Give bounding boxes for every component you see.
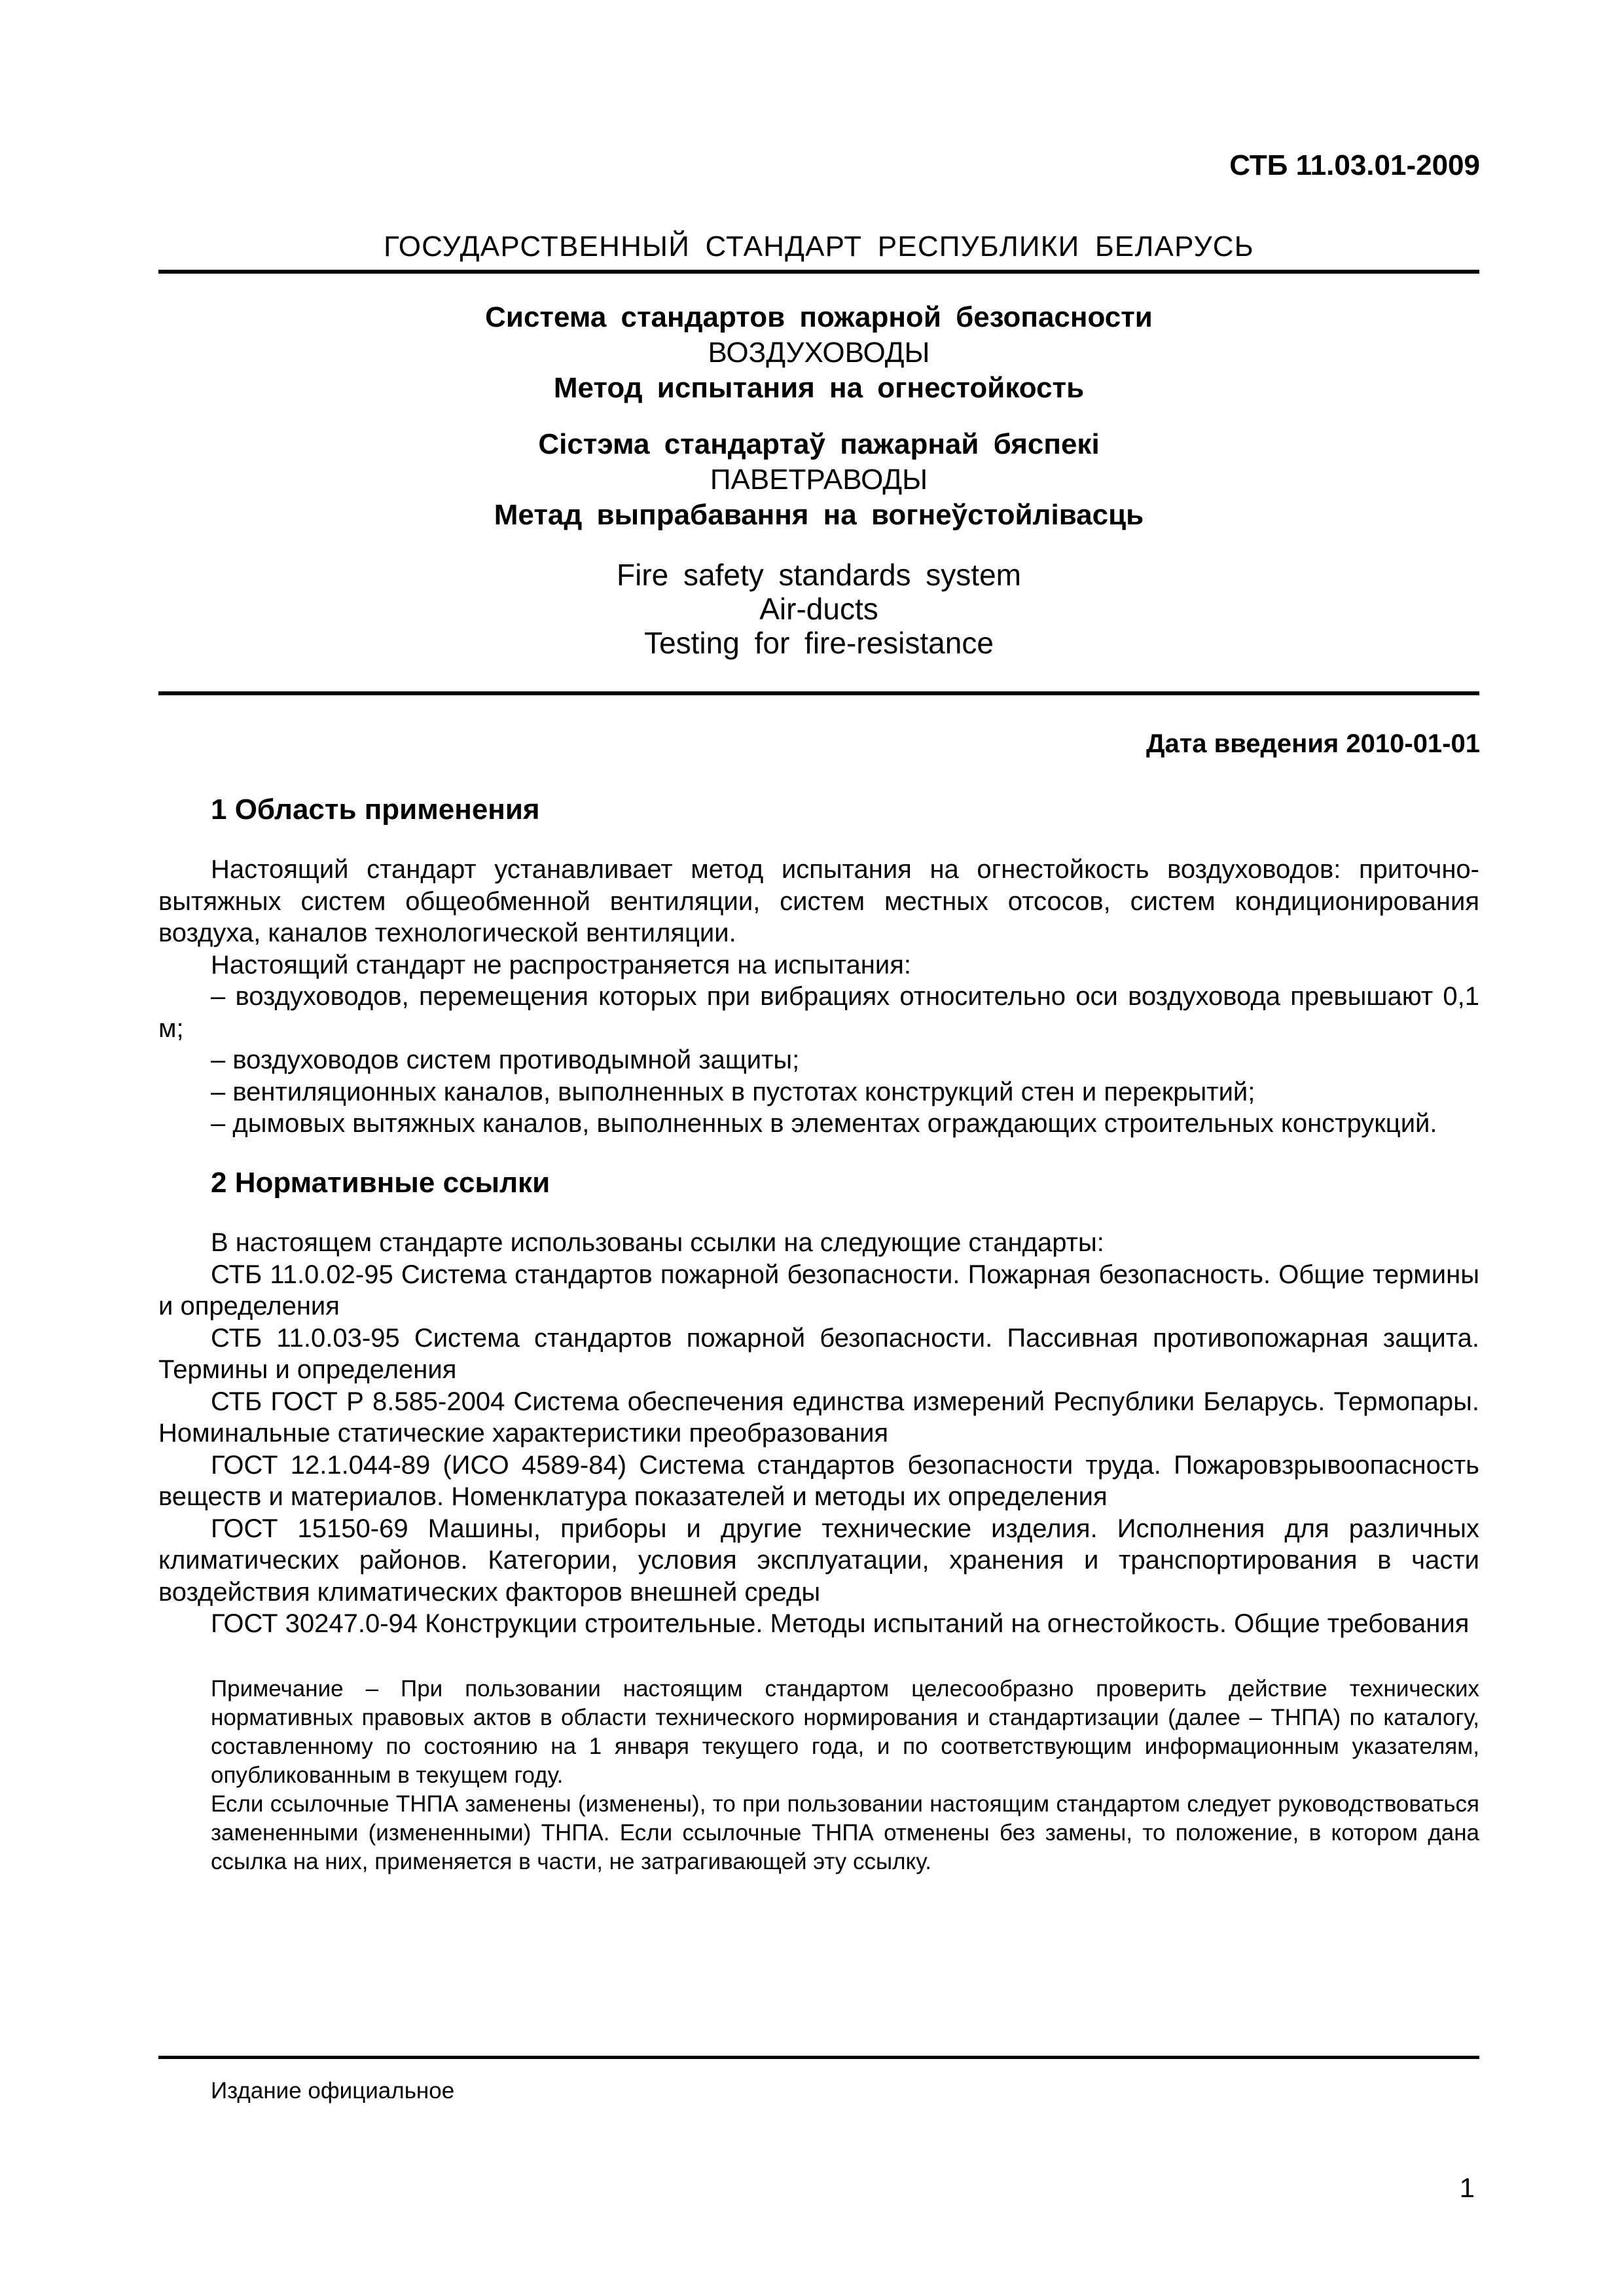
paragraph: Настоящий стандарт не распространяется на испытания: (211, 950, 911, 979)
title-en-method: Testing for fire-resistance (644, 626, 994, 660)
title-be-method: Метад выпрабавання на вогнеўстойлівасць (494, 499, 1144, 531)
reference-entry: ГОСТ 30247.0-94 Конструкции строительные. Методы испытаний на огнестойкость. Общие требования (211, 1609, 1470, 1638)
list-item: – вентиляционных каналов, выполненных в пустотах конструкций стен и перекрытий; (211, 1077, 1255, 1106)
state-standard-title: ГОСУДАРСТВЕННЫЙ СТАНДАРТ РЕСПУБЛИКИ БЕЛАРУСЬ (384, 230, 1254, 263)
title-ru-method: Метод испытания на огнестойкость (553, 372, 1085, 404)
reference-entry: СТБ 11.0.03-95 Система стандартов пожарной безопасности. Пассивная противопожарная защита. Термины и определения (158, 1323, 1479, 1384)
normative-note (211, 1675, 1479, 1876)
paragraph: В настоящем стандарте использованы ссылки на следующие стандарты: (211, 1228, 1104, 1257)
title-be-system: Сістэма стандартаў пажарнай бяспекі (538, 428, 1100, 460)
reference-entry: СТБ 11.0.02-95 Система стандартов пожарной безопасности. Пожарная безопасность. Общие термины и определения (158, 1260, 1479, 1321)
standard-code: СТБ 11.03.01-2009 (1229, 149, 1480, 181)
official-edition-label: Издание официальное (211, 2078, 455, 2104)
title-russian (158, 300, 1479, 406)
title-ru-subject: ВОЗДУХОВОДЫ (708, 337, 930, 369)
list-item: – воздуховодов систем противодымной защиты; (211, 1046, 800, 1074)
title-en-system: Fire safety standards system (617, 558, 1021, 592)
section-2-heading: 2 Нормативные ссылки (211, 1167, 550, 1199)
reference-entry: СТБ ГОСТ Р 8.585-2004 Система обеспечения единства измерений Республики Беларусь. Термопары. Номинальные статические характеристики преобразования (158, 1387, 1479, 1448)
paragraph: Настоящий стандарт устанавливает метод испытания на огнестойкость воздуховодов: приточно-вытяжных систем общеобменной вентиляции, систем местных отсосов, систем кондиционирования воздуха, каналов технологической вентиляции. (158, 855, 1479, 947)
title-ru-system: Система стандартов пожарной безопасности (485, 301, 1153, 333)
introduction-date: Дата введения 2010-01-01 (1146, 729, 1480, 758)
list-item: – воздуховодов, перемещения которых при вибрациях относительно оси воздуховода превышают 0,1 м; (158, 982, 1479, 1043)
note-paragraph: Примечание – При пользовании настоящим стандартом целесообразно проверить действие технических нормативных правовых актов в области технического нормирования и стандартизации (далее – ТНПА) по каталогу, составленному по состоянию на 1 января текущего года, и по соответствующим информационным указателям, опубликованным в текущем году. (211, 1676, 1479, 1788)
list-item: – дымовых вытяжных каналов, выполненных в элементах ограждающих строительных конструкций. (211, 1109, 1437, 1138)
reference-entry: ГОСТ 12.1.044-89 (ИСО 4589-84) Система стандартов безопасности труда. Пожаровзрывоопасность веществ и материалов. Номенклатура показателей и методы их определения (158, 1450, 1479, 1511)
section-1-body (158, 854, 1479, 1140)
section-1-heading: 1 Область применения (211, 793, 540, 826)
section-2-body (158, 1227, 1479, 1640)
footer-divider (158, 2056, 1479, 2059)
title-be-subject: ПАВЕТРАВОДЫ (710, 464, 928, 496)
title-english (158, 558, 1479, 660)
title-en-subject: Air-ducts (759, 592, 878, 626)
header-divider (158, 270, 1479, 274)
page-number: 1 (1459, 2172, 1475, 2203)
title-belarusian (158, 427, 1479, 533)
reference-entry: ГОСТ 15150-69 Машины, приборы и другие технические изделия. Исполнения для различных климатических районов. Категории, условия эксплуатации, хранения и транспортирования в части воздействия климатических факторов внешней среды (158, 1514, 1479, 1607)
title-divider (158, 691, 1479, 695)
note-paragraph: Если ссылочные ТНПА заменены (изменены), то при пользовании настоящим стандартом следует руководствоваться замененными (измененными) ТНПА. Если ссылочные ТНПА отменены без замены, то положение, в котором дана ссылка на них, применяется в части, не затрагивающей эту ссылку. (211, 1791, 1479, 1874)
